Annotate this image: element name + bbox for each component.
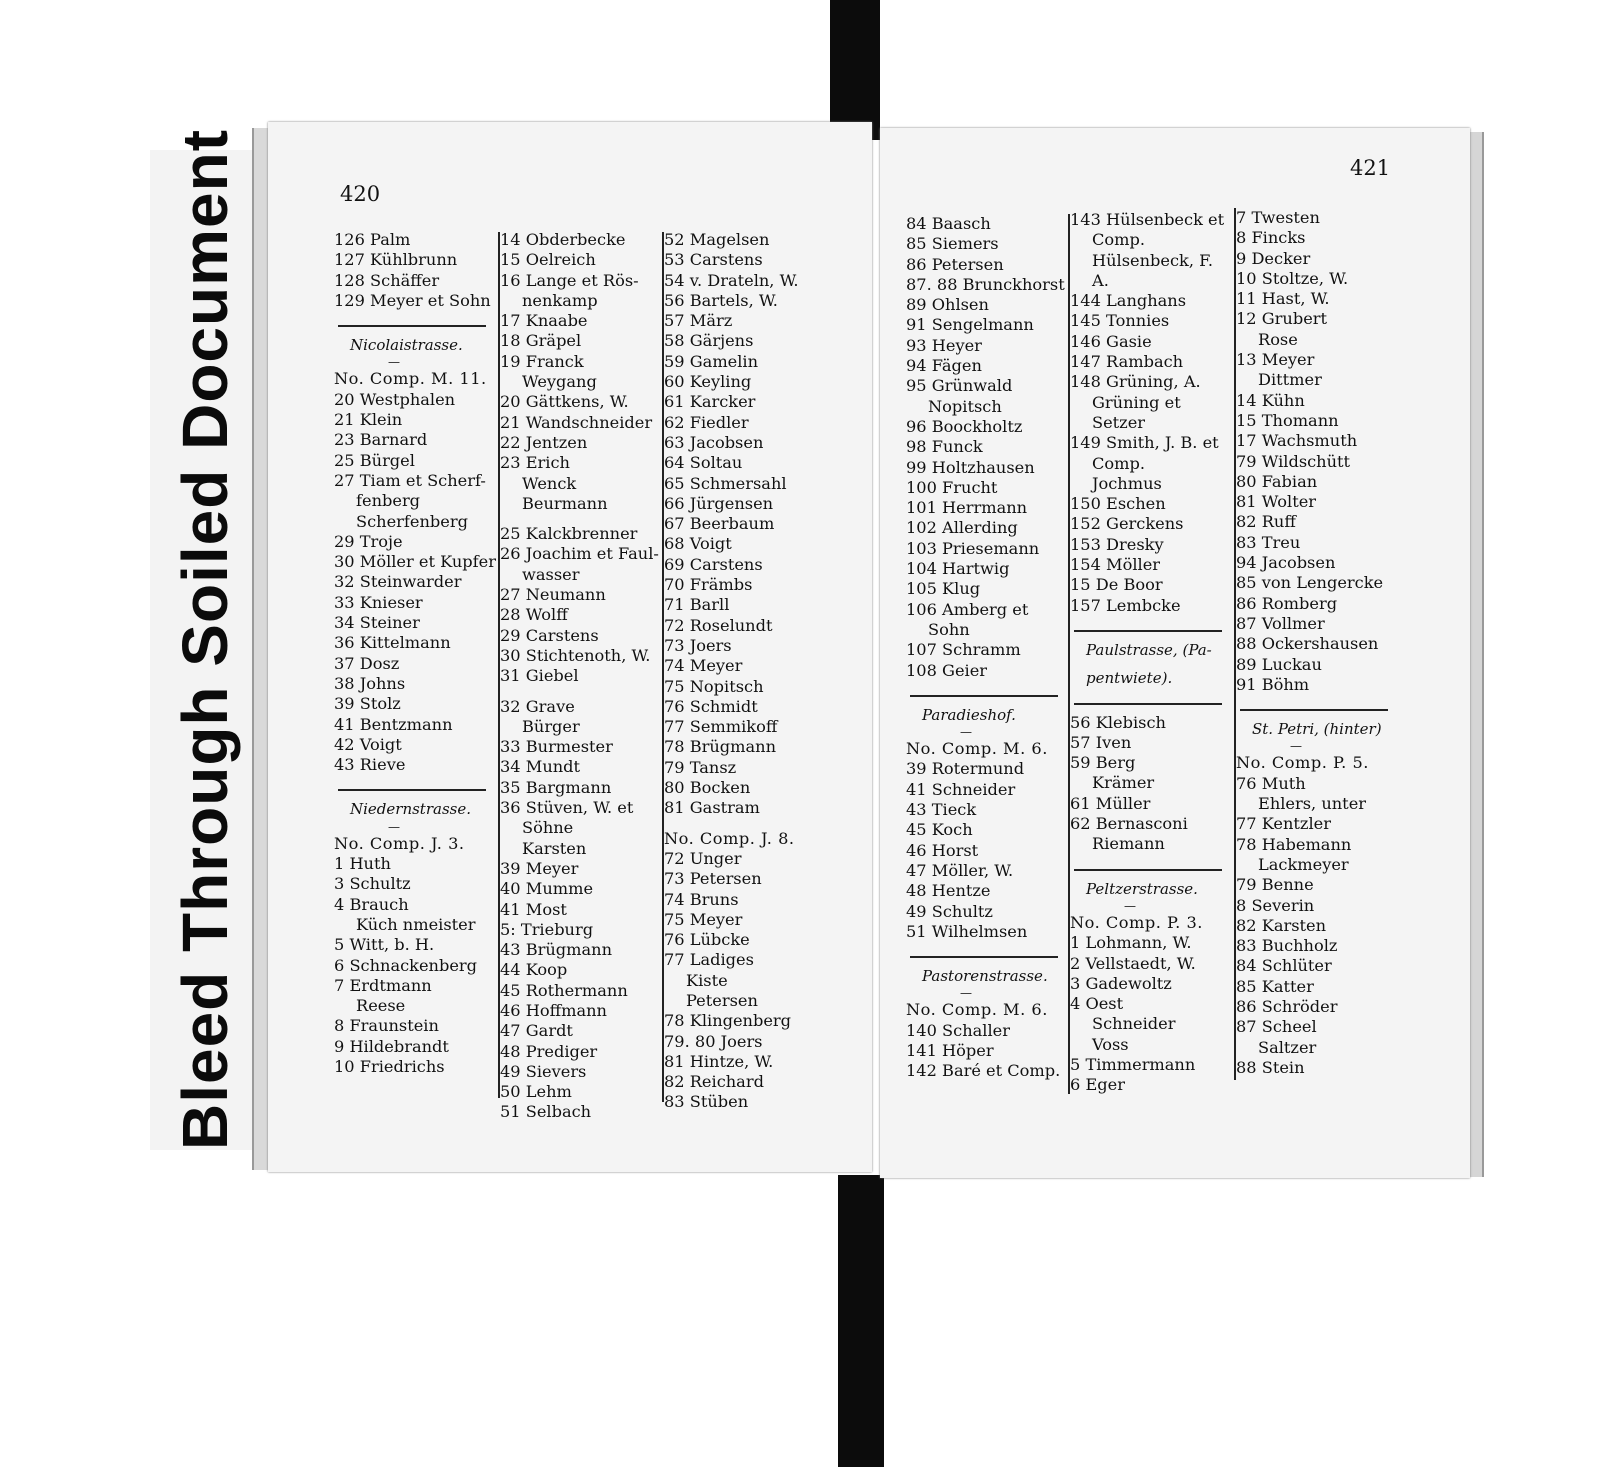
page-number: 420: [340, 182, 381, 206]
company-header: No. Comp. M. 11.: [334, 369, 487, 389]
directory-entry: 71 Barll: [664, 595, 730, 615]
directory-entry: 5: Trieburg: [500, 919, 594, 939]
directory-entry: 34 Steiner: [334, 613, 420, 633]
company-header: No. Comp. M. 6.: [906, 1000, 1048, 1020]
entry-continuation: Comp.: [1092, 230, 1145, 250]
street-heading: Paradieshof.: [922, 705, 1016, 724]
entry-continuation: Grüning et: [1092, 392, 1181, 412]
directory-entry: 5 Timmermann: [1070, 1054, 1196, 1074]
directory-entry: 3 Gadewoltz: [1070, 973, 1172, 993]
entry-continuation: Saltzer: [1258, 1037, 1317, 1057]
street-heading: Nicolaistrasse.: [350, 336, 463, 355]
directory-entry: 17 Knaabe: [500, 311, 588, 331]
directory-entry: 89 Ohlsen: [906, 295, 989, 315]
directory-entry: 61 Karcker: [664, 392, 756, 412]
directory-entry: 31 Giebel: [500, 666, 579, 686]
directory-entry: 47 Gardt: [500, 1021, 573, 1041]
directory-entry: 93 Heyer: [906, 335, 982, 355]
directory-entry: 39 Meyer: [500, 858, 579, 878]
directory-entry: 13 Meyer: [1236, 350, 1315, 370]
directory-entry: 22 Jentzen: [500, 432, 588, 452]
directory-entry: 99 Holtzhausen: [906, 457, 1035, 477]
directory-entry: 45 Rothermann: [500, 980, 628, 1000]
directory-entry: 100 Frucht: [906, 477, 998, 497]
directory-entry: 126 Palm: [334, 230, 411, 249]
entry-continuation: Küch nmeister: [356, 914, 476, 934]
directory-entry: 1 Lohmann, W.: [1070, 933, 1192, 953]
heading-dash: —: [960, 725, 972, 740]
directory-entry: 10 Friedrichs: [334, 1056, 445, 1076]
directory-entry: 101 Herrmann: [906, 498, 1028, 518]
directory-entry: 150 Eschen: [1070, 494, 1166, 514]
right-page: [880, 128, 1470, 1178]
directory-entry: 23 Erich: [500, 453, 570, 473]
section-rule: [910, 695, 1058, 697]
directory-entry: 56 Bartels, W.: [664, 290, 778, 310]
directory-entry: 83 Buchholz: [1236, 936, 1338, 956]
directory-entry: 43 Brügmann: [500, 940, 613, 960]
directory-entry: 81 Hintze, W.: [664, 1051, 774, 1071]
spacer: [500, 514, 659, 524]
book-spine-bottom: [838, 1175, 884, 1467]
directory-entry: 104 Hartwig: [906, 559, 1010, 579]
directory-entry: 2 Vellstaedt, W.: [1070, 953, 1196, 973]
directory-entry: 79 Wildschütt: [1236, 451, 1351, 471]
directory-entry: 34 Mundt: [500, 757, 581, 777]
company-header: No. Comp. P. 3.: [1070, 912, 1203, 932]
section-rule: [910, 956, 1058, 958]
directory-entry: 56 Klebisch: [1070, 712, 1166, 732]
entry-continuation: Riemann: [1092, 834, 1165, 854]
directory-entry: 4 Brauch: [334, 894, 409, 914]
entry-continuation: Comp.: [1092, 453, 1145, 473]
street-heading: Peltzerstrasse.: [1086, 879, 1198, 898]
directory-entry: 59 Gamelin: [664, 351, 759, 371]
directory-entry: 37 Dosz: [334, 653, 400, 673]
directory-entry: 98 Funck: [906, 437, 983, 457]
directory-entry: 88 Ockershausen: [1236, 634, 1379, 654]
directory-entry: 89 Luckau: [1236, 654, 1322, 674]
spacer: [664, 819, 799, 829]
directory-entry: 70 Främbs: [664, 575, 753, 595]
directory-entry: 72 Unger: [664, 848, 742, 868]
directory-entry: 72 Roselundt: [664, 615, 773, 635]
directory-entry: 73 Joers: [664, 635, 732, 655]
directory-entry: 50 Lehm: [500, 1082, 572, 1102]
directory-entry: 77 Ladiges: [664, 950, 754, 970]
directory-entry: 61 Müller: [1070, 793, 1151, 813]
directory-entry: 84 Schlüter: [1236, 956, 1332, 976]
directory-entry: 32 Grave: [500, 696, 575, 716]
directory-entry: 87. 88 Brunckhorst: [906, 274, 1065, 294]
directory-entry: 86 Petersen: [906, 254, 1004, 274]
directory-entry: 10 Stoltze, W.: [1236, 268, 1349, 288]
directory-entry: 77 Kentzler: [1236, 814, 1331, 834]
directory-entry: 105 Klug: [906, 579, 981, 599]
directory-entry: 7 Erdtmann: [334, 975, 432, 995]
directory-entry: 147 Rambach: [1070, 352, 1184, 372]
directory-entry: 76 Muth: [1236, 773, 1306, 793]
directory-entry: 9 Decker: [1236, 248, 1311, 268]
entry-continuation: Lackmeyer: [1258, 854, 1349, 874]
entry-continuation: Sohn: [928, 619, 970, 639]
entry-continuation: Schneider: [1092, 1014, 1176, 1034]
directory-entry: 23 Barnard: [334, 430, 428, 450]
directory-entry: 46 Hoffmann: [500, 1000, 607, 1020]
directory-entry: 39 Stolz: [334, 694, 401, 714]
directory-entry: 149 Smith, J. B. et: [1070, 433, 1219, 453]
directory-entry: 21 Klein: [334, 410, 403, 430]
directory-entry: 43 Rieve: [334, 755, 406, 775]
directory-entry: 15 Oelreich: [500, 250, 596, 270]
directory-entry: 35 Bargmann: [500, 777, 612, 797]
street-heading: St. Petri, (hinter): [1252, 720, 1382, 739]
directory-entry: 48 Hentze: [906, 881, 991, 901]
directory-entry: 40 Mumme: [500, 879, 594, 899]
directory-entry: 82 Ruff: [1236, 512, 1296, 532]
directory-entry: 85 Siemers: [906, 234, 999, 254]
entry-continuation: Hülsenbeck, F.: [1092, 250, 1213, 270]
directory-entry: 88 Stein: [1236, 1057, 1305, 1077]
directory-entry: 94 Jacobsen: [1236, 553, 1336, 573]
directory-entry: 52 Magelsen: [664, 230, 770, 249]
directory-entry: 33 Burmester: [500, 737, 613, 757]
directory-entry: 33 Knieser: [334, 592, 423, 612]
directory-entry: 64 Soltau: [664, 453, 743, 473]
directory-entry: 43 Tieck: [906, 800, 977, 820]
entry-continuation: Reese: [356, 996, 406, 1016]
directory-entry: 42 Voigt: [334, 734, 402, 754]
entry-continuation: Setzer: [1092, 412, 1146, 432]
directory-entry: 8 Severin: [1236, 895, 1315, 915]
entry-continuation: wasser: [522, 564, 580, 584]
entry-continuation: Jochmus: [1092, 473, 1162, 493]
directory-entry: 63 Jacobsen: [664, 432, 764, 452]
directory-entry: 81 Wolter: [1236, 492, 1317, 512]
directory-entry: 29 Troje: [334, 531, 403, 551]
directory-entry: 5 Witt, b. H.: [334, 935, 435, 955]
directory-entry: 49 Sievers: [500, 1061, 587, 1081]
directory-entry: 6 Schnackenberg: [334, 955, 478, 975]
section-rule: [1074, 703, 1222, 705]
directory-entry: 12 Grubert: [1236, 309, 1328, 329]
directory-entry: 53 Carstens: [664, 250, 763, 270]
directory-entry: 4 Oest: [1070, 994, 1124, 1014]
directory-entry: 28 Wolff: [500, 605, 568, 625]
directory-entry: 36 Stüven, W. et: [500, 798, 634, 818]
street-heading: Pastorenstrasse.: [922, 967, 1048, 986]
section-rule: [1240, 709, 1388, 711]
directory-entry: 79 Tansz: [664, 757, 737, 777]
directory-entry: 19 Franck: [500, 351, 584, 371]
directory-entry: 106 Amberg et: [906, 599, 1029, 619]
directory-entry: 41 Most: [500, 899, 567, 919]
directory-entry: 21 Wandschneider: [500, 412, 653, 432]
heading-dash: —: [388, 355, 400, 370]
archive-stamp-text: Bleed Through Soiled Document: [169, 128, 241, 1150]
directory-entry: 78 Habemann: [1236, 834, 1352, 854]
directory-entry: 154 Möller: [1070, 555, 1161, 575]
entry-continuation: A.: [1092, 270, 1109, 290]
directory-entry: 57 Iven: [1070, 732, 1132, 752]
directory-entry: 103 Priesemann: [906, 538, 1040, 558]
directory-entry: 20 Gättkens, W.: [500, 392, 629, 412]
directory-entry: 36 Kittelmann: [334, 633, 451, 653]
directory-entry: 128 Schäffer: [334, 270, 440, 290]
directory-entry: 17 Wachsmuth: [1236, 431, 1358, 451]
company-header: No. Comp. J. 3.: [334, 833, 465, 853]
directory-entry: 74 Bruns: [664, 889, 739, 909]
directory-entry: 81 Gastram: [664, 798, 760, 818]
directory-entry: 75 Nopitsch: [664, 676, 764, 696]
entry-continuation: Karsten: [522, 838, 587, 858]
entry-continuation: Wenck: [522, 473, 577, 493]
directory-entry: 78 Klingenberg: [664, 1011, 792, 1031]
directory-entry: 59 Berg: [1070, 753, 1136, 773]
directory-entry: 44 Koop: [500, 960, 568, 980]
heading-dash: —: [388, 819, 400, 834]
directory-entry: 67 Beerbaum: [664, 514, 775, 534]
directory-entry: 27 Tiam et Scherf-: [334, 470, 486, 490]
left-page: [268, 122, 872, 1172]
directory-entry: 145 Tonnies: [1070, 311, 1170, 331]
heading-dash: —: [1124, 898, 1136, 913]
entry-continuation: Rose: [1258, 329, 1298, 349]
directory-entry: 85 von Lengercke: [1236, 573, 1384, 593]
directory-entry: 69 Carstens: [664, 554, 763, 574]
directory-entry: 65 Schmersahl: [664, 473, 787, 493]
directory-entry: 15 De Boor: [1070, 575, 1163, 595]
directory-entry: 86 Romberg: [1236, 593, 1338, 613]
directory-entry: 62 Bernasconi: [1070, 814, 1188, 834]
directory-entry: 51 Selbach: [500, 1102, 592, 1122]
entry-continuation: Bürger: [522, 716, 580, 736]
section-rule: [1074, 869, 1222, 871]
section-rule: [1074, 630, 1222, 632]
book-spine-top: [830, 0, 880, 140]
directory-entry: 54 v. Drateln, W.: [664, 270, 799, 290]
directory-entry: 32 Steinwarder: [334, 572, 462, 592]
directory-entry: 141 Höper: [906, 1040, 994, 1060]
directory-entry: 11 Hast, W.: [1236, 289, 1330, 309]
directory-entry: 8 Fincks: [1236, 228, 1306, 248]
directory-entry: 143 Hülsenbeck et: [1070, 210, 1225, 229]
entry-continuation: nenkamp: [522, 290, 598, 310]
entry-continuation: Dittmer: [1258, 370, 1322, 390]
directory-entry: 144 Langhans: [1070, 291, 1187, 311]
left-page-column-2: [500, 230, 659, 1123]
page-number: 421: [1350, 156, 1391, 180]
directory-entry: 96 Boockholtz: [906, 416, 1023, 436]
directory-entry: 78 Brügmann: [664, 737, 777, 757]
directory-entry: 7 Twesten: [1236, 208, 1320, 227]
directory-entry: 91 Böhm: [1236, 674, 1310, 694]
entry-continuation: Krämer: [1092, 773, 1155, 793]
directory-entry: 142 Baré et Comp.: [906, 1061, 1061, 1081]
directory-entry: 153 Dresky: [1070, 534, 1164, 554]
directory-entry: 82 Reichard: [664, 1072, 764, 1092]
directory-entry: 85 Katter: [1236, 976, 1314, 996]
directory-entry: 9 Hildebrandt: [334, 1036, 449, 1056]
company-header: No. Comp. M. 6.: [906, 739, 1048, 759]
directory-entry: 18 Gräpel: [500, 331, 582, 351]
directory-entry: 83 Treu: [1236, 532, 1301, 552]
directory-entry: 146 Gasie: [1070, 331, 1152, 351]
directory-entry: 29 Carstens: [500, 625, 599, 645]
left-page-column-3: [664, 230, 799, 1113]
entry-continuation: Kiste: [686, 970, 728, 990]
section-rule: [338, 325, 486, 327]
directory-entry: 49 Schultz: [906, 901, 993, 921]
directory-entry: 26 Joachim et Faul-: [500, 544, 659, 564]
entry-continuation: fenberg: [356, 491, 421, 511]
directory-entry: 79. 80 Joers: [664, 1031, 763, 1051]
heading-dash: —: [1290, 739, 1302, 754]
directory-entry: 91 Sengelmann: [906, 315, 1034, 335]
directory-entry: 86 Schröder: [1236, 996, 1338, 1016]
directory-entry: 140 Schaller: [906, 1020, 1010, 1040]
directory-entry: 20 Westphalen: [334, 389, 456, 409]
directory-entry: 68 Voigt: [664, 534, 732, 554]
directory-entry: 3 Schultz: [334, 874, 411, 894]
directory-entry: 74 Meyer: [664, 656, 743, 676]
directory-entry: 14 Kühn: [1236, 390, 1305, 410]
directory-entry: 62 Fiedler: [664, 412, 749, 432]
spacer: [500, 687, 659, 697]
directory-entry: 30 Stichtenoth, W.: [500, 645, 651, 665]
directory-entry: 66 Jürgensen: [664, 493, 774, 513]
entry-continuation: Petersen: [686, 990, 758, 1010]
directory-entry: 51 Wilhelmsen: [906, 921, 1028, 941]
entry-continuation: Voss: [1092, 1034, 1129, 1054]
heading-dash: —: [960, 986, 972, 1001]
directory-entry: 148 Grüning, A.: [1070, 372, 1201, 392]
street-heading: pentwiete).: [1086, 669, 1173, 688]
directory-entry: 102 Allerding: [906, 518, 1018, 538]
section-rule: [338, 789, 486, 791]
directory-entry: 30 Möller et Kupfer: [334, 552, 496, 572]
directory-entry: 47 Möller, W.: [906, 860, 1014, 880]
directory-entry: 107 Schramm: [906, 640, 1021, 660]
directory-entry: 41 Bentzmann: [334, 714, 453, 734]
directory-entry: 80 Fabian: [1236, 471, 1318, 491]
right-page-column-3: [1236, 208, 1388, 1078]
directory-entry: 152 Gerckens: [1070, 514, 1184, 534]
directory-entry: 77 Semmikoff: [664, 717, 778, 737]
directory-entry: 94 Fägen: [906, 356, 982, 376]
directory-entry: 25 Bürgel: [334, 450, 415, 470]
directory-entry: 79 Benne: [1236, 875, 1314, 895]
entry-continuation: Weygang: [522, 372, 597, 392]
street-heading: Paulstrasse, (Pa-: [1086, 640, 1212, 659]
directory-entry: 73 Petersen: [664, 869, 762, 889]
directory-entry: 129 Meyer et Sohn: [334, 290, 491, 310]
directory-entry: 82 Karsten: [1236, 915, 1327, 935]
directory-entry: 27 Neumann: [500, 585, 606, 605]
directory-entry: 75 Meyer: [664, 909, 743, 929]
directory-entry: 25 Kalckbrenner: [500, 524, 638, 544]
company-header: No. Comp. P. 5.: [1236, 753, 1369, 773]
directory-entry: 127 Kühlbrunn: [334, 250, 458, 270]
entry-continuation: Beurmann: [522, 493, 608, 513]
street-heading: Niedernstrasse.: [350, 800, 471, 819]
directory-entry: 15 Thomann: [1236, 410, 1339, 430]
directory-entry: 16 Lange et Rös-: [500, 270, 639, 290]
directory-entry: 38 Johns: [334, 673, 406, 693]
directory-entry: 95 Grünwald: [906, 376, 1013, 396]
directory-entry: 108 Geier: [906, 660, 988, 680]
entry-continuation: Nopitsch: [928, 396, 1002, 416]
directory-entry: 157 Lembcke: [1070, 595, 1181, 615]
directory-entry: 41 Schneider: [906, 779, 1016, 799]
directory-entry: 58 Gärjens: [664, 331, 754, 351]
directory-entry: 1 Huth: [334, 854, 391, 874]
directory-entry: 84 Baasch: [906, 214, 991, 233]
directory-entry: 60 Keyling: [664, 372, 752, 392]
directory-entry: 83 Stüben: [664, 1092, 749, 1112]
directory-entry: 87 Scheel: [1236, 1017, 1317, 1037]
company-header: No. Comp. J. 8.: [664, 828, 795, 848]
directory-entry: 87 Vollmer: [1236, 613, 1325, 633]
left-page-column-1: [334, 230, 496, 1077]
directory-entry: 6 Eger: [1070, 1075, 1125, 1095]
directory-entry: 80 Bocken: [664, 778, 751, 798]
entry-continuation: Ehlers, unter: [1258, 794, 1367, 814]
right-page-column-2: [1070, 210, 1224, 1096]
directory-entry: 48 Prediger: [500, 1041, 598, 1061]
entry-continuation: Scherfenberg: [356, 511, 468, 531]
directory-entry: 76 Schmidt: [664, 696, 758, 716]
directory-entry: 14 Obderbecke: [500, 230, 626, 249]
directory-entry: 45 Koch: [906, 820, 973, 840]
right-page-column-1: [906, 214, 1065, 1082]
entry-continuation: Söhne: [522, 818, 574, 838]
directory-entry: 8 Fraunstein: [334, 1016, 439, 1036]
directory-entry: 46 Horst: [906, 840, 979, 860]
directory-entry: 57 März: [664, 311, 733, 331]
directory-entry: 76 Lübcke: [664, 930, 750, 950]
directory-entry: 39 Rotermund: [906, 759, 1025, 779]
